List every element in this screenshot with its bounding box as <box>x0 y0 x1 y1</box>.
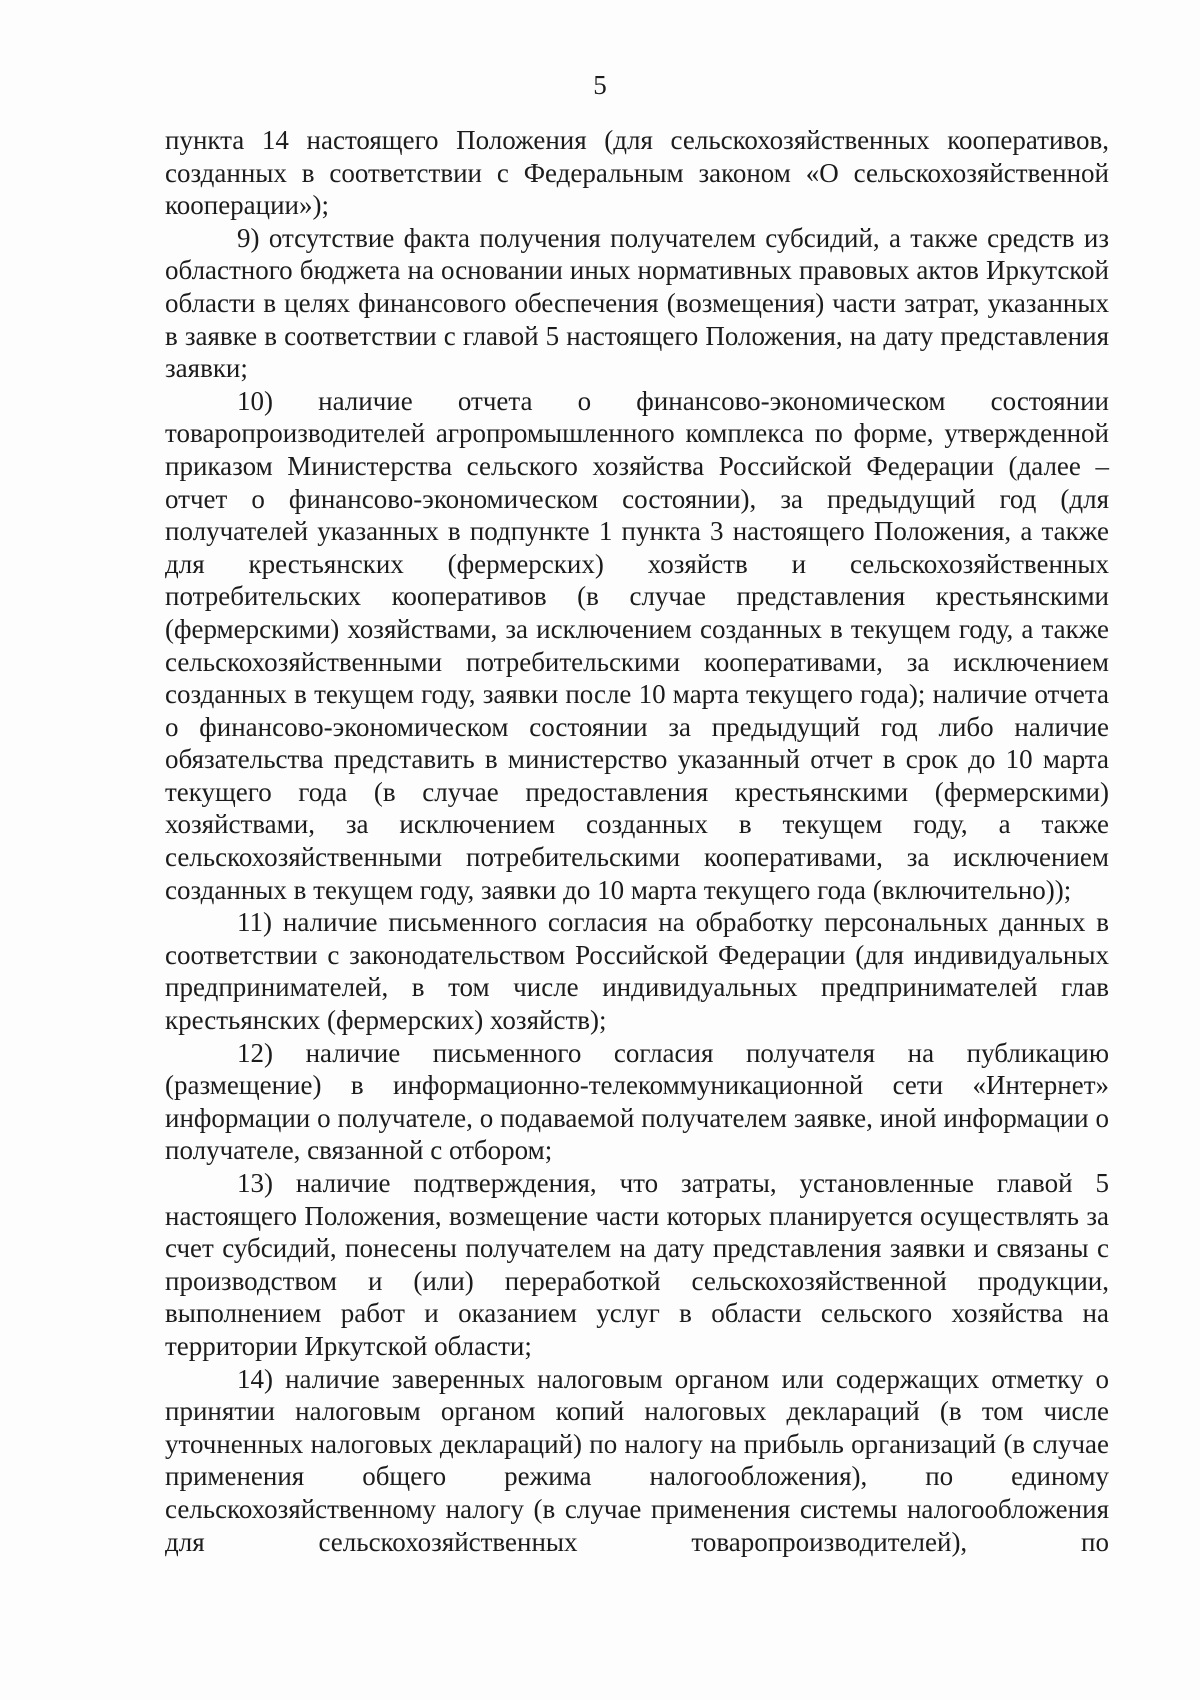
paragraph-item-12: 12) наличие письменного согласия получателя на публикацию (размещение) в информационно-телекоммуникационной сети «Интернет» информации о получателе, о подаваемой получателем заявке, иной информации о получателе, связанной с отбором; <box>165 1037 1109 1166</box>
paragraph-item-11: 11) наличие письменного согласия на обработку персональных данных в соответствии с законодательством Российской Федерации (для индивидуальных предпринимателей, в том числе индивидуальных предпринимателей глав крестьянских (фермерских) хозяйств); <box>165 907 1109 1036</box>
paragraph-item-9: 9) отсутствие факта получения получателем субсидий, а также средств из областного бюджета на основании иных нормативных правовых актов Иркутской области в целях финансового обеспечения (возмещения) части затрат, указанных в заявке в соответствии с главой 5 настоящего Положения, на дату представления заявки; <box>165 222 1109 384</box>
paragraph-item-10: 10) наличие отчета о финансово-экономическом состоянии товаропроизводителей агропромышленного комплекса по форме, утвержденной приказом Министерства сельского хозяйства Российской Федерации (далее – отчет о финансово-экономическом состоянии), за предыдущий год (для получателей указанных в подпункте 1 пункта 3 настоящего Положения, а также для крестьянских (фермерских) хозяйств и сельскохозяйственных потребительских кооперативов (в случае представления крестьянскими (фермерскими) хозяйствами, за исключением созданных в текущем году, а также сельскохозяйственными потребительскими кооперативами, за исключением созданных в текущем году, заявки после 10 марта текущего года); наличие отчета о финансово-экономическом состоянии за предыдущий год либо наличие обязательства представить в министерство указанный отчет в срок до 10 марта текущего года (в случае предоставления крестьянскими (фермерскими) хозяйствами, за исключением созданных в текущем году, а также сельскохозяйственными потребительскими кооперативами, за исключением созданных в текущем году, заявки до 10 марта текущего года (включительно)); <box>165 385 1109 905</box>
paragraph-item-14: 14) наличие заверенных налоговым органом или содержащих отметку о принятии налоговым органом копий налоговых деклараций (в том числе уточненных налоговых деклараций) по налогу на прибыль организаций (в случае применения общего режима налогообложения), по единому сельскохозяйственному налогу (в случае применения системы налогообложения для сельскохозяйственных товаропроизводителей), по <box>165 1363 1109 1557</box>
paragraph-item-13: 13) наличие подтверждения, что затраты, установленные главой 5 настоящего Положения, возмещение части которых планируется осуществлять за счет субсидий, понесены получателем на дату представления заявки и связаны с производством и (или) переработкой сельскохозяйственной продукции, выполнением работ и оказанием услуг в области сельского хозяйства на территории Иркутской области; <box>165 1168 1109 1361</box>
document-body <box>165 124 1109 1558</box>
page-number: 5 <box>593 70 607 100</box>
paragraph-continuation: пункта 14 настоящего Положения (для сельскохозяйственных кооперативов, созданных в соответствии с Федеральным законом «О сельскохозяйственной кооперации»); <box>165 125 1109 221</box>
